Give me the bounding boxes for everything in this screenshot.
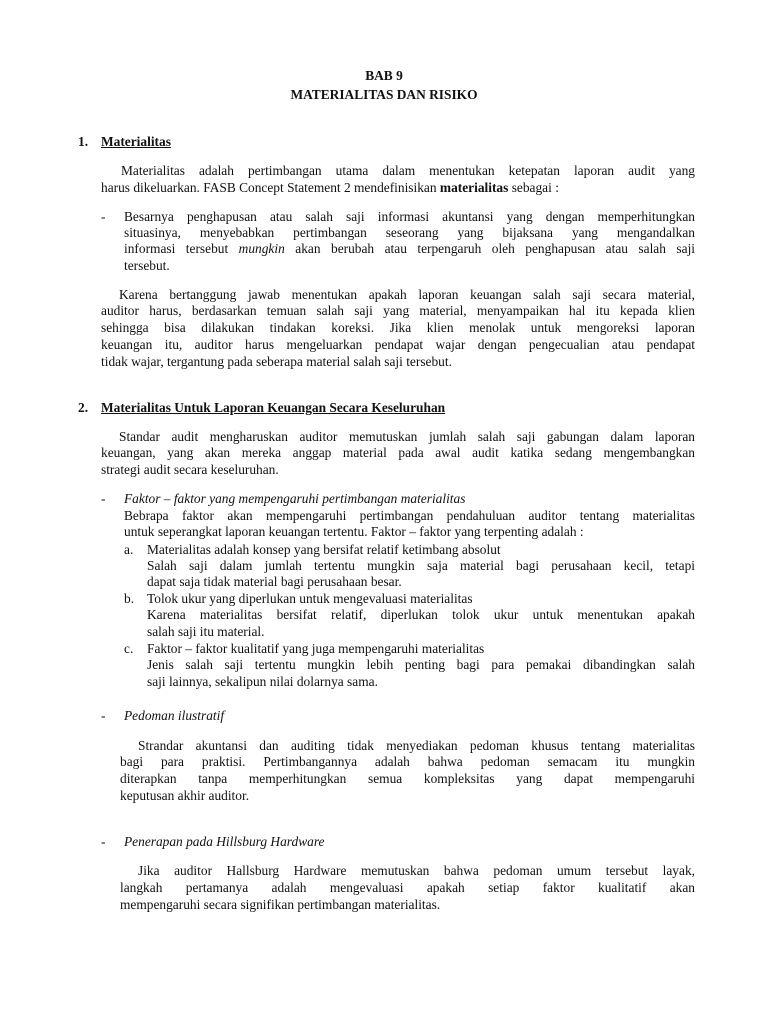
section-1-number: 1. bbox=[78, 134, 89, 149]
factors-line: untuk seperangkat laporan keuangan tertentu. Faktor – faktor yang terpenting adalah : bbox=[124, 524, 584, 539]
item-c-line: Jenis salah saji tertentu mungkin lebih penting bagi para pemakai dibandingkan salah bbox=[147, 657, 695, 672]
bullet-dash: - bbox=[101, 708, 106, 723]
pedoman-line: keputusan akhir auditor. bbox=[120, 788, 250, 803]
item-c-line: saji lainnya, sekalipun nilai dolarnya sama. bbox=[147, 674, 378, 689]
definition-line: situasinya, menyebabkan pertimbangan seseorang yang bijaksana yang mengandalkan bbox=[124, 225, 695, 240]
item-b-heading: Tolok ukur yang diperlukan untuk mengevaluasi materialitas bbox=[147, 591, 473, 606]
pedoman-heading: Pedoman ilustratif bbox=[124, 708, 225, 723]
s1-paragraph-line: harus dikeluarkan. FASB Concept Statement 2 mendefinisikan materialitas sebagai : bbox=[101, 180, 559, 195]
s1-paragraph2-line: Karena bertanggung jawab menentukan apakah laporan keuangan salah saji secara material, bbox=[119, 287, 695, 302]
materialitas-term: materialitas bbox=[439, 180, 509, 195]
penerapan-line: langkah pertamanya adalah mengevaluasi apakah setiap faktor kualitatif akan bbox=[120, 880, 695, 895]
bullet-dash: - bbox=[101, 834, 106, 849]
factors-line: Bebrapa faktor akan mempengaruhi pertimbangan pendahuluan auditor tentang materialitas bbox=[124, 508, 695, 523]
penerapan-line: Jika auditor Hallsburg Hardware memutuskan bahwa pedoman umum tersebut layak, bbox=[138, 863, 695, 878]
item-a-line: Salah saji dalam jumlah tertentu mungkin saja material bagi perusahaan kecil, tetapi bbox=[147, 558, 695, 573]
s1-paragraph-line: Materialitas adalah pertimbangan utama dalam menentukan ketepatan laporan audit yang bbox=[121, 163, 695, 178]
s2-paragraph-line: Standar audit mengharuskan auditor memutuskan jumlah salah saji gabungan dalam laporan bbox=[119, 429, 695, 444]
pedoman-line: bagi para praktisi. Pertimbangannya adalah bahwa pedoman semacam itu mungkin bbox=[120, 754, 695, 769]
definition-line: Besarnya penghapusan atau salah saji informasi akuntansi yang dengan memperhitungkan bbox=[124, 209, 695, 224]
pedoman-line: diterapkan tanpa memperhitungkan semua kompleksitas yang dapat mempengaruhi bbox=[120, 771, 695, 786]
definition-line: tersebut. bbox=[124, 258, 170, 273]
item-c-heading: Faktor – faktor kualitatif yang juga mempengaruhi materialitas bbox=[147, 641, 485, 656]
s1-paragraph2-line: keuangan itu, auditor harus mengeluarkan pendapat wajar dengan pengecualian atau pendapat bbox=[101, 337, 695, 352]
penerapan-heading: Penerapan pada Hillsburg Hardware bbox=[124, 834, 325, 849]
section-2-heading: Materialitas Untuk Laporan Keuangan Secara Keseluruhan bbox=[101, 400, 446, 415]
item-c-label: c. bbox=[124, 641, 134, 656]
chapter-title: MATERIALITAS DAN RISIKO bbox=[290, 87, 478, 102]
s2-paragraph-line: strategi audit secara keseluruhan. bbox=[101, 462, 279, 477]
section-2-number: 2. bbox=[78, 400, 89, 415]
mungkin-term: mungkin bbox=[238, 241, 285, 256]
s1-paragraph2-line: auditor harus, berdasarkan temuan salah saji yang material, menyampaikan hal itu kepada klien bbox=[101, 303, 695, 318]
section-1-heading: Materialitas bbox=[101, 134, 171, 149]
factors-heading: Faktor – faktor yang mempengaruhi pertimbangan materialitas bbox=[124, 491, 466, 506]
s1-paragraph2-line: sehingga bisa dilakukan tindakan koreksi. Jika klien menolak untuk mengoreksi laporan bbox=[101, 320, 695, 335]
s1-paragraph2-line: tidak wajar, tergantung pada seberapa material salah saji tersebut. bbox=[101, 354, 452, 369]
bullet-dash: - bbox=[101, 209, 106, 224]
item-a-label: a. bbox=[124, 542, 134, 557]
s2-paragraph-line: keuangan, yang akan mereka anggap material pada awal audit katika sedang mengembangkan bbox=[101, 445, 695, 460]
definition-line: informasi tersebut mungkin akan berubah atau terpengaruh oleh penghapusan atau salah saji bbox=[124, 241, 696, 256]
chapter-label: BAB 9 bbox=[365, 68, 403, 83]
item-a-line: dapat saja tidak material bagi perusahaan besar. bbox=[147, 574, 402, 589]
penerapan-line: mempengaruhi secara signifikan pertimbangan materialitas. bbox=[120, 897, 441, 912]
item-a-heading: Materialitas adalah konsep yang bersifat relatif ketimbang absolut bbox=[147, 542, 501, 557]
bullet-dash: - bbox=[101, 491, 106, 506]
item-b-line: Karena materialitas bersifat relatif, diperlukan tolok ukur untuk menentukan apakah bbox=[147, 607, 695, 622]
item-b-line: salah saji itu material. bbox=[147, 624, 265, 639]
pedoman-line: Strandar akuntansi dan auditing tidak menyediakan pedoman khusus tentang materialitas bbox=[138, 738, 695, 753]
item-b-label: b. bbox=[124, 591, 135, 606]
